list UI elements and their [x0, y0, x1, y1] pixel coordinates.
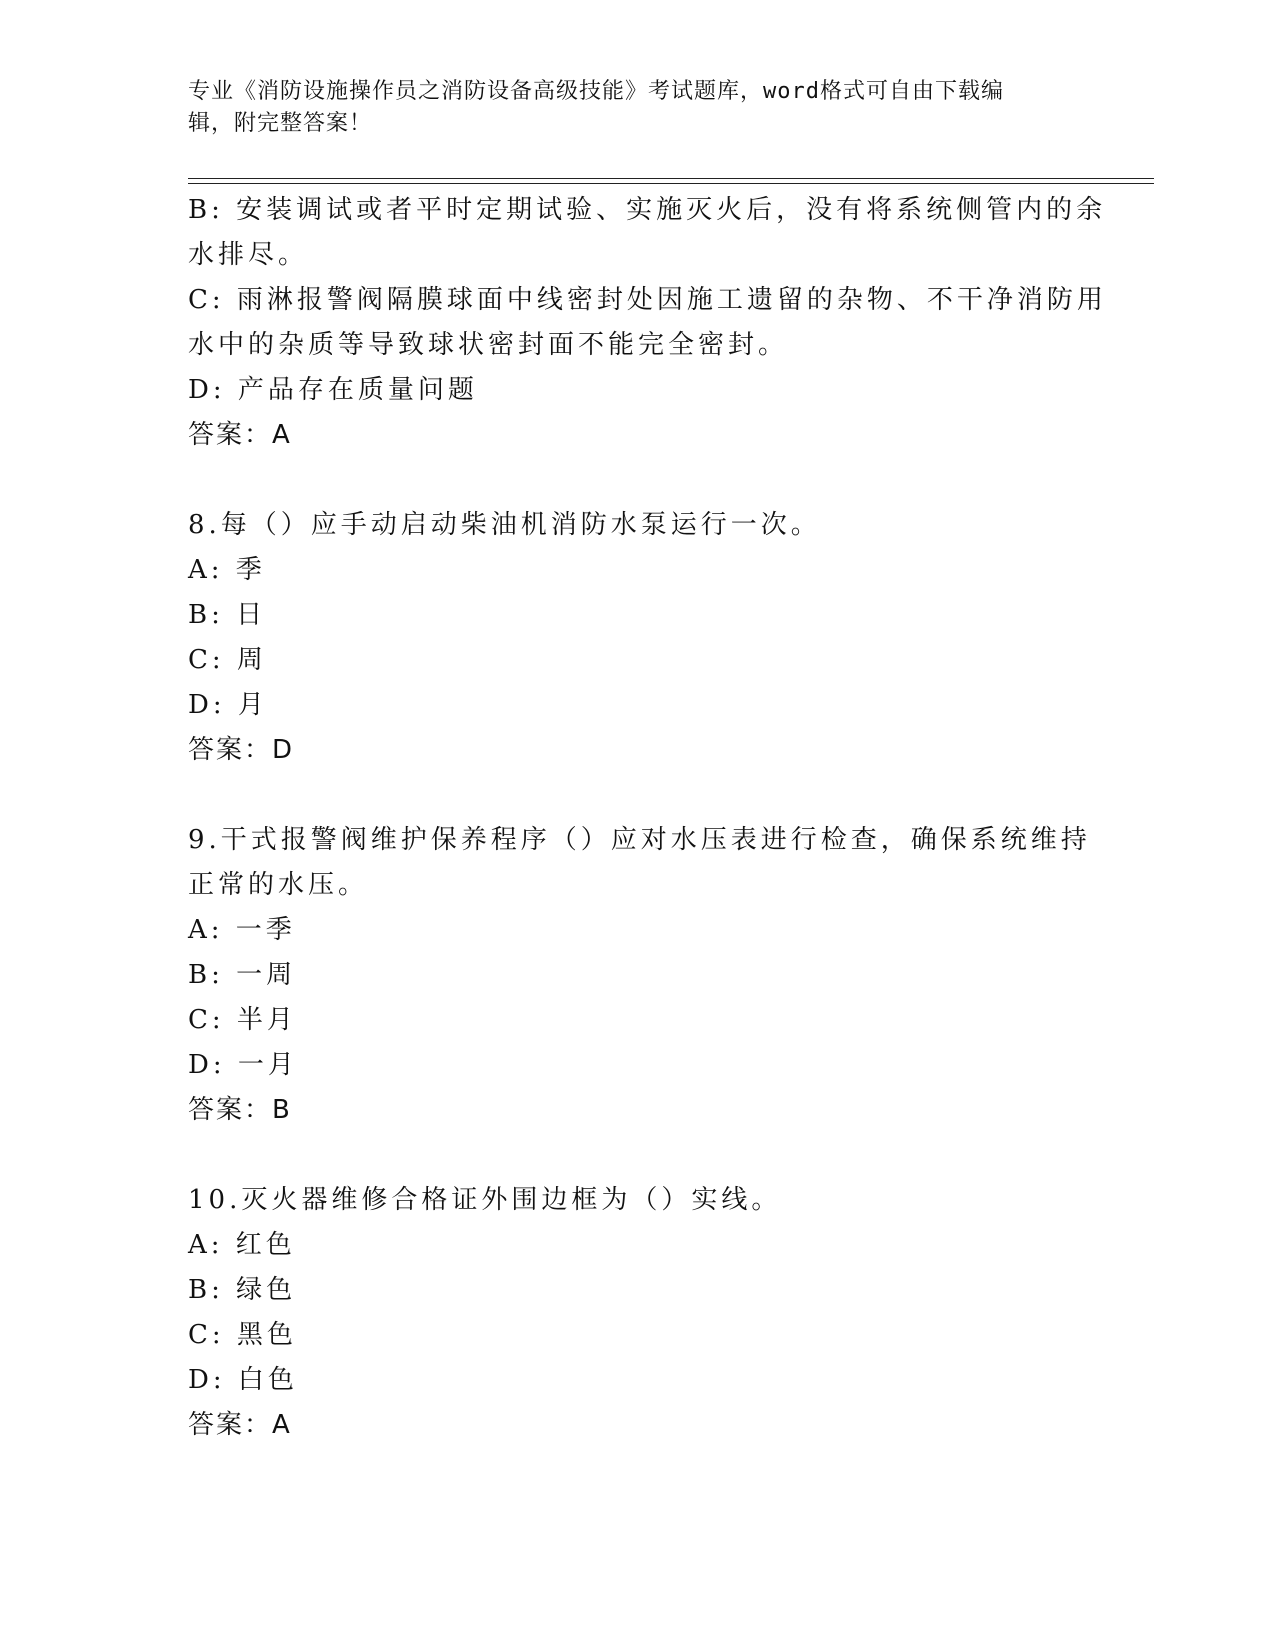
- question-9-stem-line-1: 9.干式报警阀维护保养程序（）应对水压表进行检查，确保系统维持: [188, 825, 1091, 855]
- header-divider-bottom: [188, 183, 1154, 184]
- prev-option-d: D: 产品存在质量问题: [188, 375, 478, 405]
- header-line-2: 辑，附完整答案！: [188, 111, 373, 136]
- question-9-option-b: B: 一周: [188, 960, 297, 990]
- question-10-option-b: B: 绿色: [188, 1275, 297, 1305]
- question-9-answer: 答案：B: [188, 1095, 292, 1125]
- question-10-stem: 10.灭火器维修合格证外围边框为（）实线。: [188, 1185, 782, 1215]
- prev-answer: 答案：A: [188, 420, 292, 450]
- question-8-answer: 答案：D: [188, 735, 295, 765]
- prev-option-b-line-2: 水排尽。: [188, 240, 309, 270]
- question-10-option-a: A: 红色: [188, 1230, 296, 1260]
- question-9-option-d: D: 一月: [188, 1050, 298, 1080]
- question-8-option-a: A: 季: [188, 555, 266, 585]
- question-8-option-b: B: 日: [188, 600, 267, 630]
- question-9-option-c: C: 半月: [188, 1005, 297, 1035]
- question-8-option-d: D: 月: [188, 690, 268, 720]
- question-9-stem-line-2: 正常的水压。: [188, 870, 369, 900]
- question-10-option-c: C: 黑色: [188, 1320, 297, 1350]
- prev-option-b-line-1: B: 安装调试或者平时定期试验、实施灭火后，没有将系统侧管内的余: [188, 195, 1107, 225]
- question-9-option-a: A: 一季: [188, 915, 296, 945]
- question-10-option-d: D: 白色: [188, 1365, 298, 1395]
- header-divider-top: [188, 178, 1154, 179]
- document-header: [188, 76, 1088, 140]
- prev-option-c-line-2: 水中的杂质等导致球状密封面不能完全密封。: [188, 330, 789, 360]
- header-line-1: 专业《消防设施操作员之消防设备高级技能》考试题库，word格式可自由下载编: [188, 79, 1004, 104]
- question-10-answer: 答案：A: [188, 1410, 292, 1440]
- question-8-option-c: C: 周: [188, 645, 267, 675]
- question-8-stem: 8.每（）应手动启动柴油机消防水泵运行一次。: [188, 510, 821, 540]
- prev-option-c-line-1: C: 雨淋报警阀隔膜球面中线密封处因施工遗留的杂物、不干净消防用: [188, 285, 1107, 315]
